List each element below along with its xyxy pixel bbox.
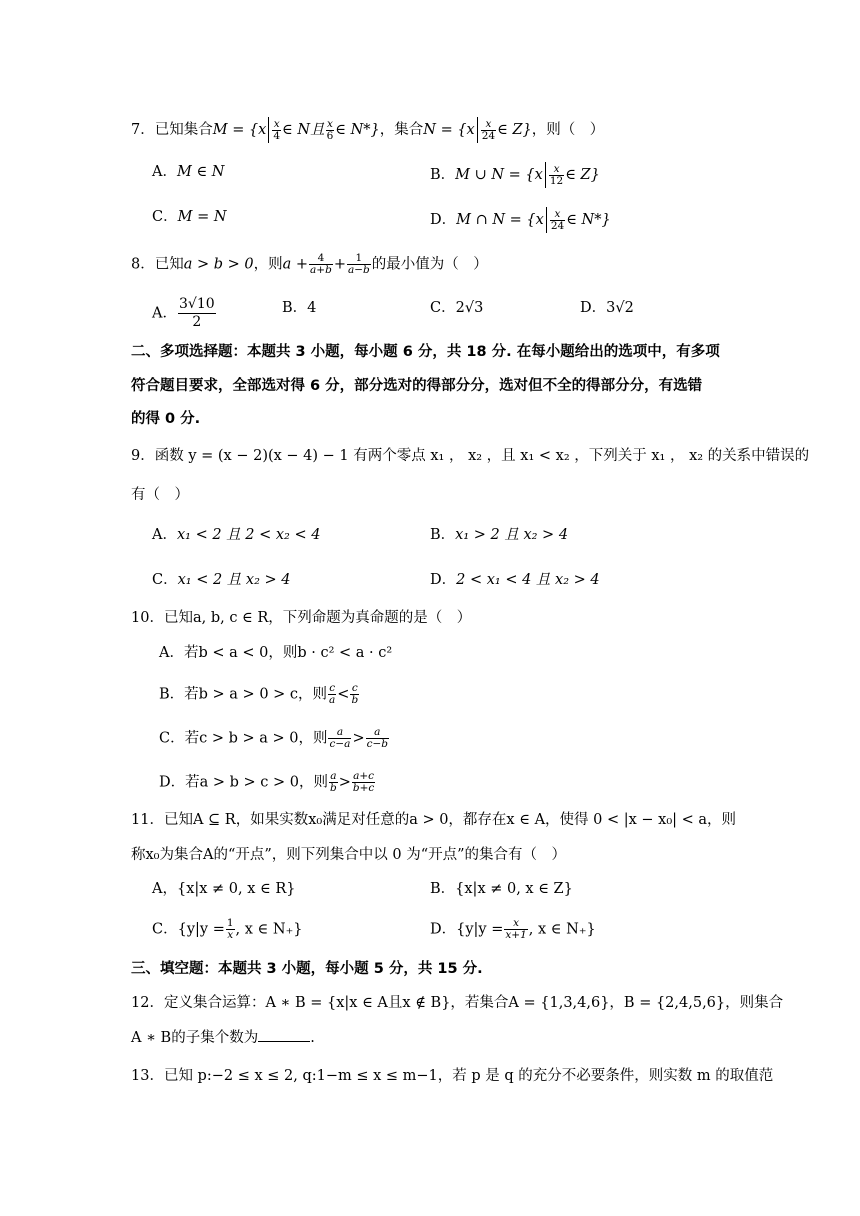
q7-set-N-bar: [477, 117, 478, 143]
question-10-stem: 10．已知a, b, c ∈ R，下列命题为真命题的是（ ）: [131, 610, 472, 626]
q11-option-d: D．{y|y = $\frac{x}{x+1}$ , x ∈ N₊}: [430, 917, 596, 941]
q8-option-d: D．3√2: [580, 300, 634, 316]
q11-option-c: C．{y|y = $\frac{1}{x}$ , x ∈ N₊}: [152, 917, 303, 941]
q7-fraction-x-4: $\frac{x}{4}$: [273, 117, 281, 142]
question-11-stem-line-1: 11．已知A ⊆ R，如果实数x₀满足对任意的a > 0，都存在x ∈ A，使得 0 < |x − x₀| < a，则: [131, 812, 737, 828]
q9-option-c: C．x₁ < 2 且 x₂ > 4: [152, 572, 291, 588]
q7-option-b: B．M ∪ N = {x $\frac{x}{12}$ ∈ Z}: [430, 162, 600, 187]
question-9-stem-line-1: 9．函数 y = (x − 2)(x − 4) − 1 有两个零点 x₁ ， x₂ ，且 x₁ < x₂ ，下列关于 x₁ ， x₂ 的关系中错误的: [131, 448, 810, 464]
q7-set-N-end: ∈ Z}: [497, 122, 532, 138]
q7-fraction-x-24: $\frac{x}{24}$: [481, 117, 496, 142]
section-2-heading-line-3: 的得 0 分.: [131, 411, 201, 427]
question-12-stem-line-2: A ∗ B的子集个数为 .: [131, 1030, 315, 1046]
q10-option-c: C．若c > b > a > 0，则 $\frac{a}{c-a}$ > $\frac{a}{c-b}$: [159, 726, 388, 750]
section-3-heading: 三、填空题：本题共 3 小题，每小题 5 分，共 15 分.: [131, 961, 483, 977]
q9-option-d: D．2 < x₁ < 4 且 x₂ > 4: [430, 572, 600, 588]
section-2-heading-line-1: 二、多项选择题：本题共 3 小题，每小题 6 分，共 18 分. 在每小题给出的选项中，有多项: [131, 344, 720, 360]
question-13-stem-line-1: 13．已知 p:−2 ≤ x ≤ 2, q:1−m ≤ x ≤ m−1，若 p 是 q 的充分不必要条件，则实数 m 的取值范: [131, 1068, 774, 1084]
q7-set-N-start: N = {x: [423, 122, 475, 138]
q7-stem-mid: ，集合: [379, 122, 424, 138]
q7-set-bar: [268, 117, 269, 143]
q11-option-a: A，{x|x ≠ 0, x ∈ R}: [152, 881, 296, 897]
q7-option-a: A．M ∈ N: [152, 164, 225, 180]
q10-option-d: D．若a > b > c > 0，则 $\frac{a}{b}$ > $\frac{a+c}{b+c}$: [159, 770, 375, 794]
q10-option-a: A．若b < a < 0，则b · c² < a · c²: [159, 645, 393, 661]
question-12-stem-line-1: 12．定义集合运算：A ∗ B = {x|x ∈ A且x ∉ B}，若集合A = {1,3,4,6}，B = {2,4,5,6}，则集合: [131, 995, 784, 1011]
q7-stem-prefix: 7．已知集合: [131, 122, 213, 138]
q8-option-a: A． $\frac{3√10}{2}$: [152, 296, 215, 330]
q12-answer-blank: [258, 1041, 310, 1042]
section-2-heading-line-2: 符合题目要求，全部选对得 6 分，部分选对的得部分分，选对但不全的得部分分，有选错: [131, 378, 703, 394]
q8-option-b: B．4: [282, 300, 317, 316]
q11-option-b: B．{x|x ≠ 0, x ∈ Z}: [430, 881, 573, 897]
question-9-stem-line-2: 有（ ）: [131, 487, 189, 503]
question-8-stem: 8．已知a > b > 0，则a + $\frac{4}{a+b}$ + $\frac{1}{a-b}$ 的最小值为（ ）: [131, 252, 488, 276]
q7-fraction-x-6: $\frac{x}{6}$: [326, 117, 334, 142]
q7-option-d: D．M ∩ N = {x $\frac{x}{24}$ ∈ N*}: [430, 207, 611, 232]
q7-set-M-mid: ∈ N且: [282, 122, 325, 138]
q9-option-b: B．x₁ > 2 且 x₂ > 4: [430, 527, 569, 543]
q10-option-b: B．若b > a > 0 > c，则 $\frac{c}{a}$ < $\frac{c}{b}$: [159, 682, 359, 706]
q7-set-M-start: M = {x: [212, 122, 267, 138]
q7-option-c: C．M = N: [152, 209, 227, 225]
q8-option-c: C．2√3: [430, 300, 484, 316]
q7-set-M-end: ∈ N*}: [335, 122, 380, 138]
q7-stem-suffix: ，则（ ）: [531, 122, 605, 138]
question-7-stem: [131, 117, 604, 143]
question-11-stem-line-2: 称x₀为集合A的“开点”，则下列集合中以 0 为“开点”的集合有（ ）: [131, 847, 567, 863]
q9-option-a: A．x₁ < 2 且 2 < x₂ < 4: [152, 527, 321, 543]
